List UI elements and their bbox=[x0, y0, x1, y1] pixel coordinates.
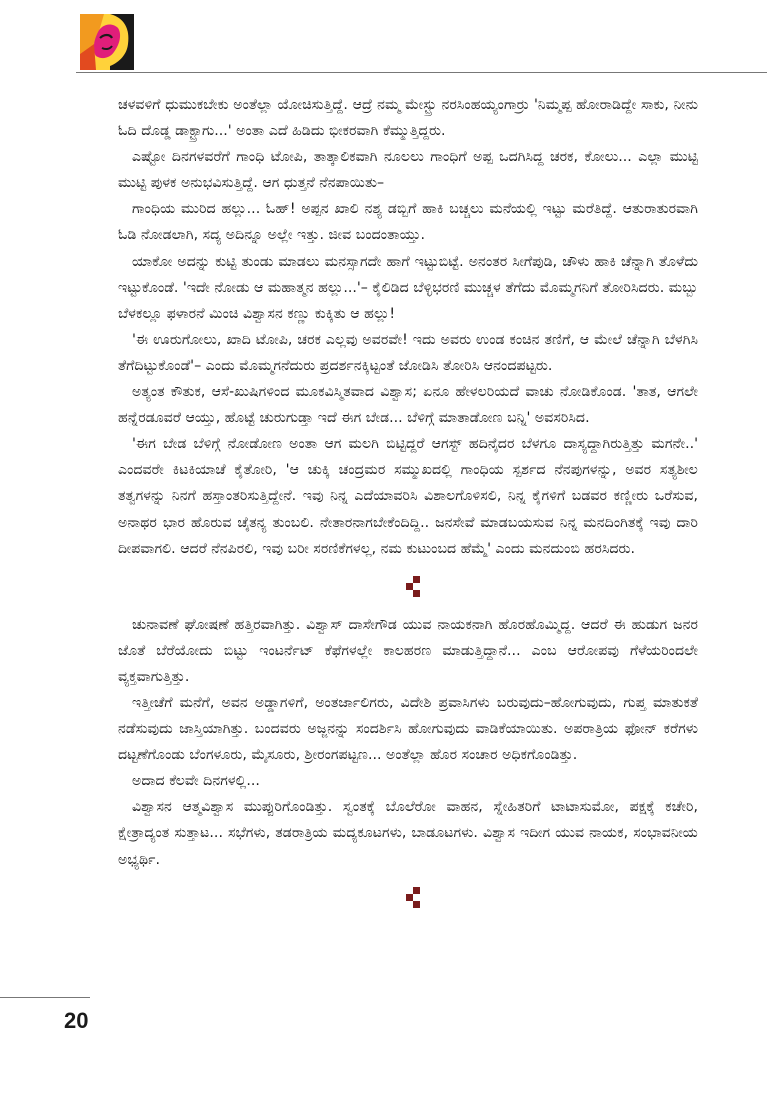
paragraph: ಅದಾದ ಕೆಲವೇ ದಿನಗಳಲ್ಲಿ... bbox=[132, 773, 260, 790]
paragraph: ಯಾಕೋ ಅದನ್ನು ಕುಟ್ಟಿ ತುಂಡು ಮಾಡಲು ಮನಸ್ಸಾಗದೇ ಹಾಗೆ ಇಟ್ಟುಬಿಟ್ಟೆ. ಅನಂತರ ಸೀಗೆಪುಡಿ, ಚೌಳು ಹಾಕಿ ಚೆನ್ನಾಗಿ ತೊಳೆದು ಇಟ್ಟುಕೊಂಡೆ. 'ಇದೇ ನೋಡು ಆ ಮಹಾತ್ಮನ ಹಲ್ಲು...'– ಕೈಲಿಡಿದ ಬೆಳ್ಳಿಭರಣಿ ಮುಚ್ಚಳ ತೆಗೆದು ಮೊಮ್ಮಗನಿಗೆ ತೋರಿಸಿದರು. ಮಬ್ಬು ಬೆಳಕಲ್ಲೂ ಫಳಾರನೆ ಮಿಂಚಿ ವಿಶ್ವಾಸನ ಕಣ್ಣು ಕುಕ್ಕಿತು ಆ ಹಲ್ಲು! bbox=[118, 253, 698, 322]
page-number: 20 bbox=[64, 1008, 89, 1033]
paragraph: ಚಳವಳಿಗೆ ಧುಮುಕಬೇಕು ಅಂತೆಲ್ಲಾ ಯೋಚಿಸುತ್ತಿದ್ದೆ. ಆದ್ರೆ ನಮ್ಮ ಮೇಸ್ಟ್ರು ನರಸಿಂಹಯ್ಯಂಗಾರ್‍ರು 'ನಿಮ್ಮಪ್ಪ ಹೋರಾಡಿದ್ದೇ ಸಾಕು, ನೀನು ಓದಿ ದೊಡ್ಡ ಡಾಕ್ಟ್ರಾಗು...' ಅಂತಾ ಎದೆ ಹಿಡಿದು ಭೀಕರವಾಗಿ ಕೆಮ್ಮುತ್ತಿದ್ದರು. bbox=[118, 97, 698, 140]
header-rule bbox=[76, 72, 767, 73]
paragraph: ಇತ್ತೀಚೆಗೆ ಮನೆಗೆ, ಅವನ ಅಡ್ಡಾಗಳಿಗೆ, ಅಂತರ್ಜಾಲಿಗರು, ವಿದೇಶಿ ಪ್ರವಾಸಿಗಳು ಬರುವುದು–ಹೋಗುವುದು, ಗುಪ್ತ ಮಾತುಕತೆ ನಡೆಸುವುದು ಜಾಸ್ತಿಯಾಗಿತ್ತು. ಬಂದವರು ಅಜ್ಜನನ್ನು ಸಂದರ್ಶಿಸಿ ಹೋಗುವುದು ವಾಡಿಕೆಯಾಯಿತು. ಅಪರಾತ್ರಿಯ ಫೋನ್ ಕರೆಗಳು ದಟ್ಟಣೆಗೊಂಡು ಬೆಂಗಳೂರು, ಮೈಸೂರು, ಶ್ರೀರಂಗಪಟ್ಟಣ... ಅಂತೆಲ್ಲಾ ಹೊರ ಸಂಚಾರ ಅಧಿಕಗೊಂಡಿತ್ತು. bbox=[118, 694, 698, 764]
section-break bbox=[118, 562, 698, 612]
section-break bbox=[118, 873, 698, 923]
paragraph: ಗಾಂಧಿಯ ಮುರಿದ ಹಲ್ಲು... ಓಹ್! ಅಪ್ಪನ ಖಾಲಿ ನಶ್ಯ ಡಬ್ಬಿಗೆ ಹಾಕಿ ಬಚ್ಚಲು ಮನೆಯಲ್ಲಿ ಇಟ್ಟು ಮರೆತಿದ್ದೆ. ಆತುರಾತುರವಾಗಿ ಓಡಿ ನೋಡಲಾಗಿ, ಸದ್ಯ ಅದಿನ್ನೂ ಅಲ್ಲೇ ಇತ್ತು. ಜೀವ ಬಂದಂತಾಯ್ತು. bbox=[118, 201, 698, 244]
paragraph: ಎಷ್ಟೋ ದಿನಗಳವರೆಗೆ ಗಾಂಧಿ ಟೋಪಿ, ತಾತ್ಕಾಲಿಕವಾಗಿ ನೂಲಲು ಗಾಂಧಿಗೆ ಅಪ್ಪ ಒದಗಿಸಿದ್ದ ಚರಕ, ಕೋಲು... ಎಲ್ಲಾ ಮುಟ್ಟಿ ಮುಟ್ಟಿ ಪುಳಕ ಅನುಭವಿಸುತ್ತಿದ್ದೆ. ಆಗ ಧುತ್ತನೆ ನೆನಪಾಯಿತು– bbox=[118, 149, 698, 192]
section-break-ornament-icon bbox=[402, 887, 424, 909]
section-break-ornament-icon bbox=[402, 576, 424, 598]
stylized-face-logo-icon bbox=[80, 14, 134, 70]
paragraph: 'ಈ ಊರುಗೋಲು, ಖಾದಿ ಟೋಪಿ, ಚರಕ ಎಲ್ಲವು ಅವರವೇ! ಇದು ಅವರು ಉಂಡ ಕಂಚಿನ ತಣಿಗೆ, ಆ ಮೇಲೆ ಚೆನ್ನಾಗಿ ಬೆಳಗಿಸಿ ತೆಗೆದಿಟ್ಟುಕೊಂಡೆ'– ಎಂದು ಮೊಮ್ಮಗನೆದುರು ಪ್ರದರ್ಶನಕ್ಕಿಟ್ಟಂತೆ ಜೋಡಿಸಿ ತೋರಿಸಿ ಆನಂದಪಟ್ಟರು. bbox=[118, 331, 698, 374]
footer-rule bbox=[0, 997, 90, 998]
paragraph: ಚುನಾವಣೆ ಘೋಷಣೆ ಹತ್ತಿರವಾಗಿತ್ತು. ವಿಶ್ವಾಸ್ ದಾಸೇಗೌಡ ಯುವ ನಾಯಕನಾಗಿ ಹೊರಹೊಮ್ಮಿದ್ದ. ಆದರೆ ಈ ಹುಡುಗ ಜನರ ಜೊತೆ ಬೆರೆಯೋದು ಬಿಟ್ಟು ಇಂಟರ್ನೆಟ್ ಕೆಫೆಗಳಲ್ಲೇ ಕಾಲಹರಣ ಮಾಡುತ್ತಿದ್ದಾನೆ... ಎಂಬ ಆರೋಪವು ಗೆಳೆಯರಿಂದಲೇ ವ್ಯಕ್ತವಾಗುತ್ತಿತ್ತು. bbox=[118, 616, 698, 685]
article-body bbox=[118, 92, 698, 923]
paragraph: ಅತ್ಯಂತ ಕೌತುಕ, ಆಸೆ-ಖುಷಿಗಳಿಂದ ಮೂಕವಿಸ್ಮಿತವಾದ ವಿಶ್ವಾಸ; ಏನೂ ಹೇಳಲರಿಯದೆ ವಾಚು ನೋಡಿಕೊಂಡ. 'ತಾತ, ಆಗಲೇ ಹನ್ನೆರಡೂವರೆ ಆಯ್ತು, ಹೊಟ್ಟೆ ಚುರುಗುಡ್ತಾ ಇದೆ ಈಗ ಬೇಡ... ಬೆಳಿಗ್ಗೆ ಮಾತಾಡೋಣ ಬನ್ನಿ' ಅವಸರಿಸಿದ. bbox=[118, 384, 698, 427]
paragraph: ವಿಶ್ವಾಸನ ಆತ್ಮವಿಶ್ವಾಸ ಮುಪ್ಪುರಿಗೊಂಡಿತ್ತು. ಸ್ವಂತಕ್ಕೆ ಬೊಲೆರೋ ವಾಹನ, ಸ್ನೇಹಿತರಿಗೆ ಟಾಟಾಸುಮೋ, ಪಕ್ಷಕ್ಕೆ ಕಚೇರಿ, ಕ್ಷೇತ್ರಾದ್ಯಂತ ಸುತ್ತಾಟ... ಸಭೆಗಳು, ತಡರಾತ್ರಿಯ ಮದ್ಯಕೂಟಗಳು, ಬಾಡೂಟಗಳು. ವಿಶ್ವಾಸ ಇದೀಗ ಯುವ ನಾಯಕ, ಸಂಭಾವನೀಯ ಅಭ್ಯರ್ಥಿ. bbox=[118, 799, 698, 868]
paragraph: 'ಈಗ ಬೇಡ ಬೆಳಿಗ್ಗೆ ನೋಡೋಣ ಅಂತಾ ಆಗ ಮಲಗಿ ಬಿಟ್ಟಿದ್ದರೆ ಆಗಸ್ಟ್ ಹದಿನೈದರ ಬೆಳಗೂ ದಾಸ್ಯದ್ದಾಗಿರುತ್ತಿತ್ತು ಮಗನೇ..' ಎಂದವರೇ ಕಿಟಕಿಯಾಚೆ ಕೈತೋರಿ, 'ಆ ಚುಕ್ಕಿ ಚಂದ್ರಮರ ಸಮ್ಮುಖದಲ್ಲಿ ಗಾಂಧಿಯ ಸ್ಪರ್ಶದ ನೆನಪುಗಳನ್ನು, ಅವರ ಸತ್ಯಶೀಲ ತತ್ವಗಳನ್ನು ನಿನಗೆ ಹಸ್ತಾಂತರಿಸುತ್ತಿದ್ದೇನೆ. ಇವು ನಿನ್ನ ಎದೆಯಾವರಿಸಿ ವಿಶಾಲಗೊಳಿಸಲಿ, ನಿನ್ನ ಕೈಗಳಿಗೆ ಬಡವರ ಕಣ್ಣೀರು ಒರೆಸುವ, ಅನಾಥರ ಭಾರ ಹೊರುವ ಚೈತನ್ಯ ತುಂಬಲಿ. ನೇತಾರನಾಗಬೇಕೆಂದಿದ್ದಿ.. ಜನಸೇವೆ ಮಾಡಬಯಸುವ ನಿನ್ನ ಮನದಿಂಗಿತಕ್ಕೆ ಇವು ದಾರಿ ದೀಪವಾಗಲಿ. ಆದರೆ ನೆನಪಿರಲಿ, ಇವು ಬರೀ ಸರಣಿಕೆಗಳಲ್ಲ, ನಮ ಕುಟುಂಬದ ಹೆಮ್ಮೆ' ಎಂದು ಮನದುಂಬಿ ಹರಸಿದರು. bbox=[118, 436, 698, 557]
